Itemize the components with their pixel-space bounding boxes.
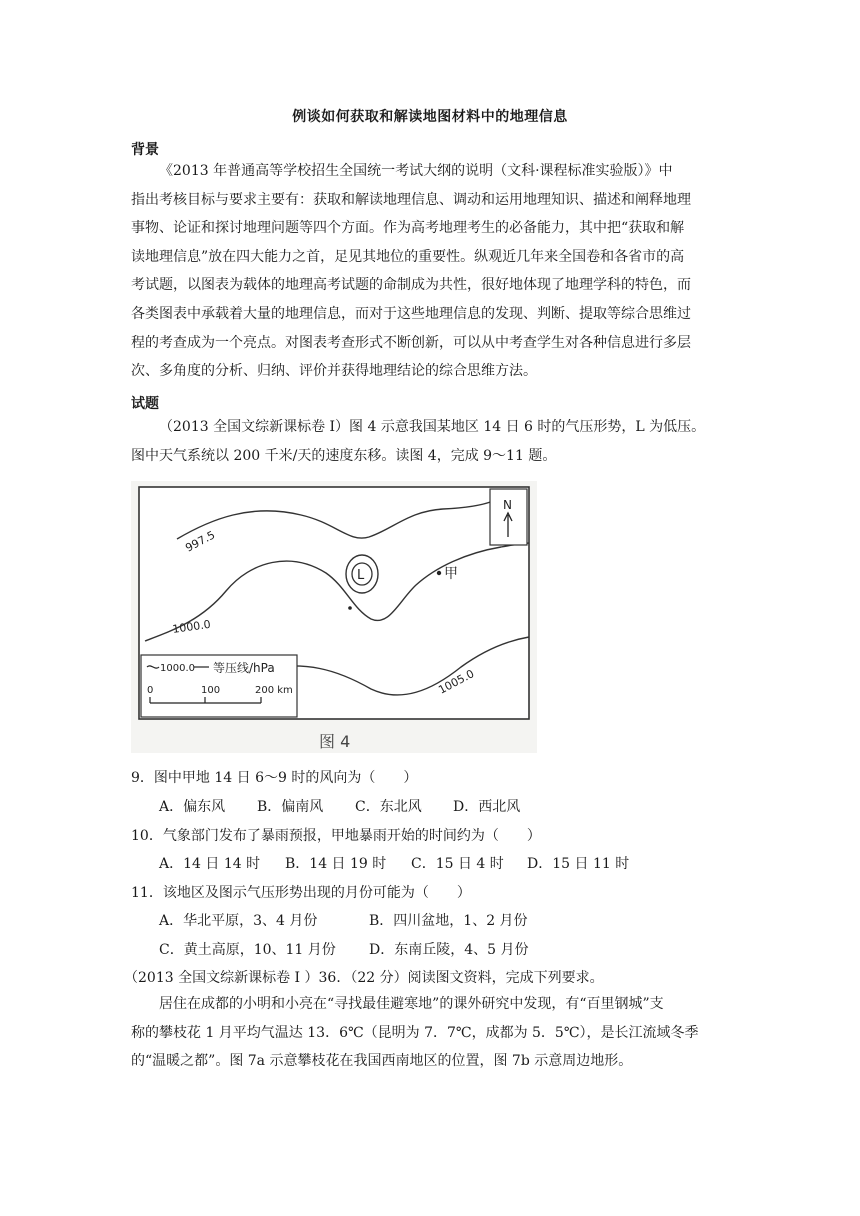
intro-line: 图中天气系统以 200 千米/天的速度东移。读图 4，完成 9～11 题。 — [131, 447, 557, 464]
scale-tick-200: 200 km — [255, 685, 293, 696]
option: B．14 日 19 时 — [285, 856, 387, 872]
test-heading: 试题 — [131, 396, 159, 412]
question-36-paragraph — [131, 990, 731, 1076]
pressure-map-svg — [131, 481, 537, 753]
map-dot — [348, 606, 352, 610]
isobar-label-1005-0: 1005.0 — [436, 667, 477, 697]
north-label: N — [503, 498, 512, 512]
low-label: L — [357, 568, 365, 583]
question-9-stem: 9．图中甲地 14 日 6～9 时的风向为（ ） — [131, 770, 418, 786]
isobar-label-1000-0: 1000.0 — [171, 617, 212, 636]
legend-isobar-value: 1000.0 — [160, 663, 195, 674]
question-11-options-row-2 — [159, 939, 529, 959]
option: C．黄土高原，10、11 月份 — [159, 942, 336, 958]
option: B．四川盆地，1、2 月份 — [369, 913, 528, 929]
intro-line: （2013 全国文综新课标卷 I）图 4 示意我国某地区 14 日 6 时的气压形势，L 为低压。 — [159, 419, 706, 435]
background-line: 次、多角度的分析、归纳、评价并获得地理结论的综合思维方法。 — [131, 363, 537, 380]
background-paragraph — [131, 157, 731, 386]
scale-tick-100: 100 — [201, 685, 221, 696]
option: B．偏南风 — [257, 799, 324, 815]
background-line: 《2013 年普通高等学校招生全国统一考试大纲的说明（文科·课程标准实验版）》中 — [159, 163, 673, 179]
option: C．东北风 — [355, 799, 422, 815]
option: A．偏东风 — [159, 799, 226, 815]
option: D．15 日 11 时 — [527, 856, 630, 872]
figure-caption: 图 4 — [319, 732, 351, 751]
question-10-stem: 10．气象部门发布了暴雨预报，甲地暴雨开始的时间约为（ ） — [131, 828, 541, 844]
background-heading: 背景 — [131, 142, 159, 158]
scale-tick-0: 0 — [147, 685, 154, 696]
question-10-options — [159, 853, 629, 873]
document-title: 例谈如何获取和解读地图材料中的地理信息 — [292, 109, 568, 125]
option: C．15 日 4 时 — [411, 856, 504, 872]
background-line: 事物、论证和探讨地理问题等四个方面。作为高考地理考生的必备能力，其中把“获取和解 — [131, 220, 685, 237]
question-36-stem: （2013 全国文综新课标卷 I ）36．（22 分）阅读图文资料，完成下列要求。 — [124, 970, 604, 986]
background-line: 各类图表中承载着大量的地理信息，而对于这些地理信息的发现、判断、提取等综合思维过 — [131, 305, 691, 322]
question-11-options-row-1 — [159, 910, 528, 930]
intro-paragraph — [131, 413, 731, 470]
isobar-label-997-5: 997.5 — [183, 528, 218, 555]
background-line: 程的考查成为一个亮点。对图表考查形式不断创新，可以从中考查学生对各种信息进行多层 — [131, 334, 691, 351]
question-11-stem: 11．该地区及图示气压形势出现的月份可能为（ ） — [131, 885, 471, 901]
place-jia-label: 甲 — [444, 566, 458, 582]
background-line: 指出考核目标与要求主要有：获取和解读地理信息、调动和运用地理知识、描述和阐释地理 — [131, 191, 691, 208]
q36-line: 的“温暖之都”。图 7a 示意攀枝花在我国西南地区的位置，图 7b 示意周边地形。 — [131, 1053, 633, 1070]
option: D．东南丘陵，4、5 月份 — [369, 942, 529, 958]
figure-4-pressure-map — [131, 481, 537, 753]
legend-text: 等压线/hPa — [213, 661, 275, 675]
q36-line: 称的攀枝花 1 月平均气温达 13．6℃（昆明为 7．7℃，成都为 5．5℃），是长江流域冬季 — [131, 1024, 699, 1041]
background-line: 读地理信息”放在四大能力之首，足见其地位的重要性。纵观近几年来全国卷和各省市的高 — [131, 248, 685, 265]
background-line: 考试题，以图表为载体的地理高考试题的命制成为共性，很好地体现了地理学科的特色，而 — [131, 277, 691, 294]
option: D．西北风 — [453, 799, 521, 815]
q36-line: 居住在成都的小明和小亮在“寻找最佳避寒地”的课外研究中发现，有“百里钢城”支 — [159, 996, 664, 1012]
place-jia-dot — [437, 571, 441, 575]
option: A．14 日 14 时 — [159, 856, 261, 872]
question-9-options — [159, 796, 520, 816]
option: A．华北平原，3、4 月份 — [159, 913, 318, 929]
